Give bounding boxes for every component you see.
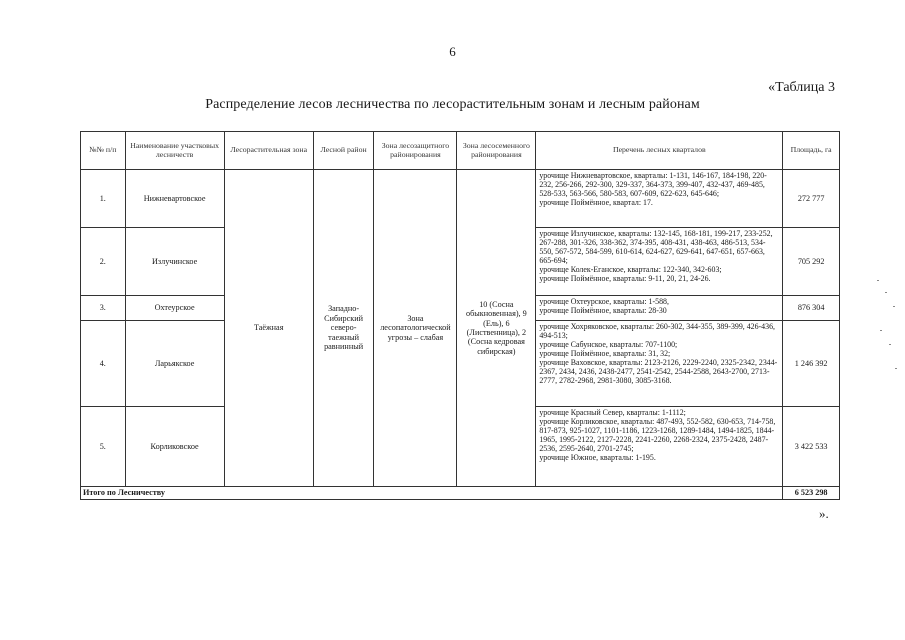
total-label: Итого по Лесничеству (81, 487, 783, 500)
row-quarters: урочище Нижневартовское, кварталы: 1-131, 146-167, 184-198, 220-232, 256-266, 292-300, 329-337, 364-373, 399-407, 432-437, 469-485, 528-533, 563-566, 580-583, 607-609, 622-623, 645-646; урочище Поймённое, квартал: 17. (536, 170, 783, 228)
row-num: 3. (81, 296, 126, 321)
row-quarters: урочище Хохряковское, кварталы: 260-302, 344-355, 389-399, 426-436, 494-513; урочище Сабунское, кварталы: 707-1100; урочище Поймённое, кварталы: 31, 32; урочище Ваховское, кварталы: 2123-2126, 2229-2240, 2325-2342, 2344-2367, 2434, 2436, 2438-2477, 2541-2542, 2544-2588, 2643-2700, 2713-2777, 2782-2968, 2981-3080, 3085-3168. (536, 321, 783, 407)
forest-distribution-table (80, 131, 840, 500)
table-row (81, 170, 840, 228)
total-area: 6 523 298 (783, 487, 840, 500)
row-quarters: урочище Излучинское, кварталы: 132-145, 168-181, 199-217, 233-252, 267-288, 301-326, 338-362, 374-395, 408-431, 438-463, 486-513, 534-550, 567-572, 584-599, 610-614, 624-627, 629-641, 647-651, 657-663, 665-694; урочище Колек-Еганское, кварталы: 122-340, 342-603; урочище Поймённое, кварталы: 9-11, 20, 21, 24-26. (536, 228, 783, 296)
common-region: Западно-Сибирский северо-таежный равнинный (313, 170, 374, 487)
row-num: 5. (81, 407, 126, 487)
row-area: 1 246 392 (783, 321, 840, 407)
row-quarters: урочище Охтеурское, кварталы: 1-588, урочище Поймённое, кварталы: 28-30 (536, 296, 783, 321)
row-name: Корликовское (125, 407, 224, 487)
row-name: Охтеурское (125, 296, 224, 321)
document-title: Распределение лесов лесничества по лесорастительным зонам и лесным районам (205, 97, 700, 112)
page-number: 6 (449, 44, 456, 59)
header-seed: Зона лесосеменного районирования (457, 132, 536, 170)
header-area: Площадь, га (783, 132, 840, 170)
row-name: Ларьякское (125, 321, 224, 407)
header-region: Лесной район (313, 132, 374, 170)
header-num: №№ п/п (81, 132, 126, 170)
header-zone: Лесорастительная зона (224, 132, 313, 170)
row-area: 272 777 (783, 170, 840, 228)
common-zone: Таёжная (224, 170, 313, 487)
header-name: Наименование участковых лесничеств (125, 132, 224, 170)
header-quarters: Перечень лесных кварталов (536, 132, 783, 170)
common-protect: Зона лесопатологической угрозы – слабая (374, 170, 457, 487)
table-header-row (81, 132, 840, 170)
row-num: 2. (81, 228, 126, 296)
row-area: 705 292 (783, 228, 840, 296)
row-area: 876 304 (783, 296, 840, 321)
row-num: 4. (81, 321, 126, 407)
common-seed: 10 (Сосна обыкновенная), 9 (Ель), 6 (Лиственница), 2 (Сосна кедровая сибирская) (457, 170, 536, 487)
row-name: Нижневартовское (125, 170, 224, 228)
closing-quote: ». (819, 506, 829, 521)
header-protect: Зона лесозащитного районирования (374, 132, 457, 170)
row-quarters: урочище Красный Север, кварталы: 1-1112; урочище Корликовское, кварталы: 487-493, 552-582, 630-653, 714-758, 817-873, 925-1027, 1101-1186, 1223-1268, 1289-1484, 1494-1825, 1844-1965, 1995-2122, 2127-2228, 2241-2260, 2268-2324, 2375-2428, 2487-2536, 2595-2640, 2701-2745; урочище Южное, кварталы: 1-195. (536, 407, 783, 487)
total-row (81, 487, 840, 500)
table-label: «Таблица 3 (768, 80, 835, 95)
scan-margin-noise (873, 270, 901, 390)
row-area: 3 422 533 (783, 407, 840, 487)
row-name: Излучинское (125, 228, 224, 296)
row-num: 1. (81, 170, 126, 228)
